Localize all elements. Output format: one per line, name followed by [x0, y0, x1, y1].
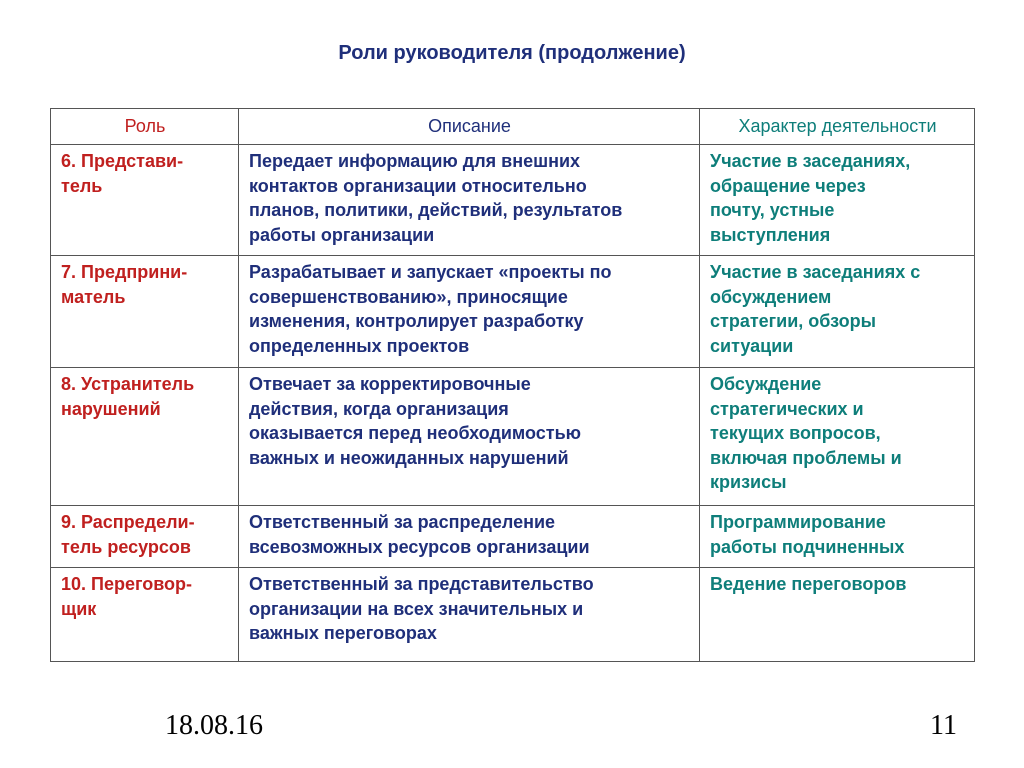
- role-line: тель: [61, 175, 103, 196]
- description-line: Отвечает за корректировочные: [249, 374, 531, 394]
- header-role: Роль: [51, 109, 239, 145]
- character-cell: [700, 568, 975, 662]
- slide-title: Роли руководителя (продолжение): [338, 42, 686, 64]
- role-line: 7. Предприни-: [61, 262, 188, 282]
- description-cell: [239, 145, 700, 256]
- character-line: выступления: [710, 224, 831, 245]
- table-row: [51, 145, 975, 256]
- description-line: планов, политики, действий, результатов: [249, 200, 623, 220]
- description-line: Ответственный за распределение: [249, 512, 556, 532]
- role-line: 9. Распредели-: [61, 512, 195, 532]
- header-description: Описание: [239, 109, 700, 145]
- description-line: Разрабатывает и запускает «проекты по: [249, 262, 612, 282]
- description-line: оказывается перед необходимостью: [249, 423, 582, 443]
- character-line: кризисы: [710, 472, 787, 492]
- roles-table: [50, 108, 975, 662]
- description-line: работы организации: [249, 224, 435, 245]
- character-line: Участие в заседаниях с: [710, 262, 921, 282]
- description-cell: [239, 368, 700, 506]
- description-cell: [239, 568, 700, 662]
- character-cell: [700, 256, 975, 368]
- table-row: [51, 256, 975, 368]
- description-line: действия, когда организация: [249, 398, 509, 419]
- description-line: важных переговорах: [249, 623, 437, 643]
- role-cell: [51, 145, 239, 256]
- role-line: тель ресурсов: [61, 536, 191, 557]
- role-cell: [51, 256, 239, 368]
- character-line: почту, устные: [710, 200, 835, 220]
- table-row: [51, 368, 975, 506]
- character-line: Обсуждение: [710, 374, 822, 394]
- table-row: [51, 506, 975, 568]
- character-line: текущих вопросов,: [710, 423, 881, 443]
- table-row: [51, 568, 975, 662]
- role-line: 10. Переговор-: [61, 574, 193, 594]
- footer-date: 18.08.16: [165, 710, 263, 741]
- description-line: всевозможных ресурсов организации: [249, 536, 590, 557]
- table-header-row: [51, 109, 975, 145]
- description-line: изменения, контролирует разработку: [249, 311, 584, 331]
- character-line: Программирование: [710, 512, 886, 532]
- character-line: Участие в заседаниях,: [710, 151, 911, 171]
- role-line: щик: [61, 598, 97, 619]
- role-line: нарушений: [61, 398, 161, 419]
- character-line: ситуации: [710, 335, 794, 356]
- role-line: 8. Устранитель: [61, 374, 195, 394]
- description-cell: [239, 506, 700, 568]
- character-line: обсуждением: [710, 286, 832, 307]
- role-cell: [51, 506, 239, 568]
- description-line: организации на всех значительных и: [249, 598, 584, 619]
- description-line: контактов организации относительно: [249, 175, 587, 196]
- description-line: важных и неожиданных нарушений: [249, 447, 569, 468]
- description-line: Передает информацию для внешних: [249, 151, 581, 171]
- role-cell: [51, 568, 239, 662]
- character-line: включая проблемы и: [710, 447, 902, 468]
- character-line: работы подчиненных: [710, 536, 905, 557]
- character-cell: [700, 145, 975, 256]
- role-cell: [51, 368, 239, 506]
- description-line: определенных проектов: [249, 335, 470, 356]
- character-line: Ведение переговоров: [710, 574, 907, 594]
- character-cell: [700, 368, 975, 506]
- role-line: матель: [61, 286, 126, 307]
- character-line: стратегии, обзоры: [710, 311, 877, 331]
- character-line: стратегических и: [710, 398, 864, 419]
- description-line: совершенствованию», приносящие: [249, 286, 568, 307]
- character-line: обращение через: [710, 175, 866, 196]
- role-line: 6. Представи-: [61, 151, 184, 171]
- header-character: Характер деятельности: [700, 109, 975, 145]
- description-cell: [239, 256, 700, 368]
- page-number: 11: [930, 710, 957, 741]
- description-line: Ответственный за представительство: [249, 574, 594, 594]
- character-cell: [700, 506, 975, 568]
